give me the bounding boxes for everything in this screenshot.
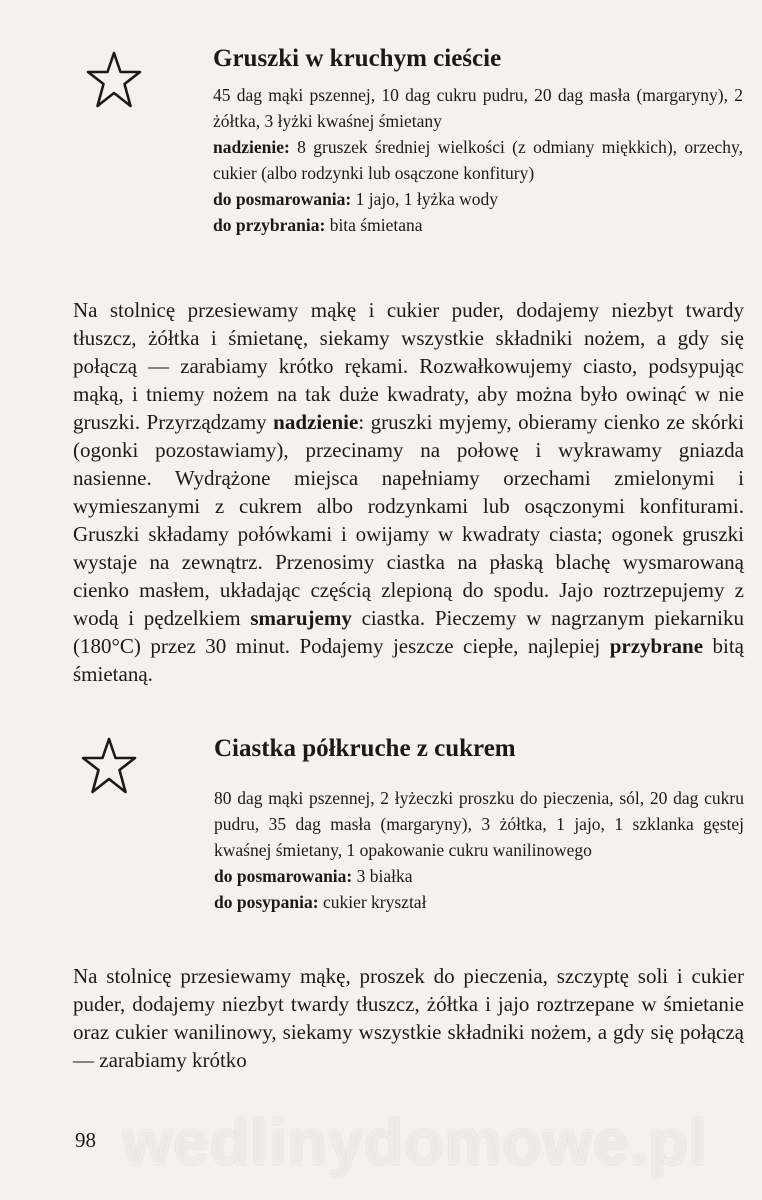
recipe-2-ingredients-block [214, 785, 744, 915]
recipe-2-method-paragraph: Na stolnicę przesiewamy mąkę, proszek do pieczenia, szczyptę soli i cukier puder, dodajemy niezbyt twardy tłuszcz, żółtka i jajo roztrzepane w śmietanie oraz cukier wanilinowy, siekamy wszystkie składniki nożem, a gdy się połączą — zarabiamy krótko [73, 964, 744, 1072]
brush-label: do posmarowania: [213, 189, 352, 209]
star-icon [79, 736, 139, 798]
recipe-1-method-paragraph [73, 296, 744, 688]
sprinkle-label: do posypania: [214, 892, 319, 912]
brush-label: do posmarowania: [214, 866, 353, 886]
recipe-2-main-ingredients: 80 dag mąki pszennej, 2 łyżeczki proszku do pieczenia, sól, 20 dag cukru pudru, 35 dag masła (margaryny), 3 żółtka, 1 jajo, 1 szklanka gęstej kwaśnej śmietany, 1 opakowanie cukru wanilinowego [214, 788, 744, 860]
method-text: ciastka. Pieczemy w nagrzanym piekarniku (180°C) przez 30 minut. Podajemy jeszcze ciepłe, najlepiej [73, 606, 744, 658]
recipe-1-method [73, 296, 744, 688]
method-text: Na stolnicę przesiewamy mąkę i cukier puder, dodajemy niezbyt twardy tłuszcz, żółtka i śmietanę, siekamy wszystkie składniki nożem, a gdy się połączą — zarabiamy krótko rękami. Rozwałkowujemy ciasto, podsypując mąką, i tniemy nożem na tak duże kwadraty, aby można było owinąć w nie gruszki. Przyrządzamy [73, 298, 744, 434]
recipe-1-filling [213, 134, 743, 186]
method-text: : gruszki myjemy, obieramy cienko ze skórki (ogonki pozostawiamy), przecinamy na połowę i wykrawamy gniazda nasienne. Wydrążone miejsca napełniamy orzechami zmielonymi i wymieszanymi z cukrem albo rodzynkami lub osączonymi konfiturami. Gruszki składamy połówkami i owijamy w kwadraty ciasta; ogonek gruszki wystaje na zewnątrz. Przenosimy ciastka na płaską blachę wysmarowaną cienko masłem, układając częścią zlepioną do spodu. Jajo roztrzepujemy z wodą i pędzelkiem [73, 410, 744, 630]
brush-text: 3 białka [352, 866, 413, 886]
star-icon [84, 50, 144, 112]
recipe-1-brush [213, 186, 743, 212]
method-text: bitą śmietaną. [73, 634, 744, 686]
filling-label: nadzienie: [213, 137, 290, 157]
recipe-2-brush [214, 863, 744, 889]
garnish-text: bita śmietana [325, 215, 423, 235]
recipe-1-garnish [213, 212, 743, 238]
method-bold: smarujemy [250, 606, 352, 630]
recipe-2-header [214, 734, 744, 772]
sprinkle-text: cukier kryształ [318, 892, 427, 912]
recipe-1-main-ingredients: 45 dag mąki pszennej, 10 dag cukru pudru, 20 dag masła (margaryny), 2 żółtka, 3 łyżki kwaśnej śmietany [213, 85, 743, 131]
watermark: wedlinydomowe.pl [122, 1106, 708, 1178]
recipe-2-ingredients [214, 785, 744, 915]
filling-text: 8 gruszek średniej wielkości (z odmiany miękkich), orzechy, cukier (albo rodzynki lub osączone konfitury) [213, 137, 743, 183]
recipe-2-method [73, 962, 744, 1074]
recipe-2-title: Ciastka półkruche z cukrem [214, 735, 516, 762]
recipe-1-header [213, 44, 743, 238]
recipe-1-ingredients [213, 82, 743, 238]
method-bold: przybrane [609, 634, 704, 658]
brush-text: 1 jajo, 1 łyżka wody [351, 189, 499, 209]
method-bold: nadzienie [273, 410, 359, 434]
recipe-2-sprinkle [214, 889, 744, 915]
garnish-label: do przybrania: [213, 215, 326, 235]
page-number: 98 [75, 1128, 96, 1152]
recipe-1-title: Gruszki w kruchym cieście [213, 45, 502, 72]
